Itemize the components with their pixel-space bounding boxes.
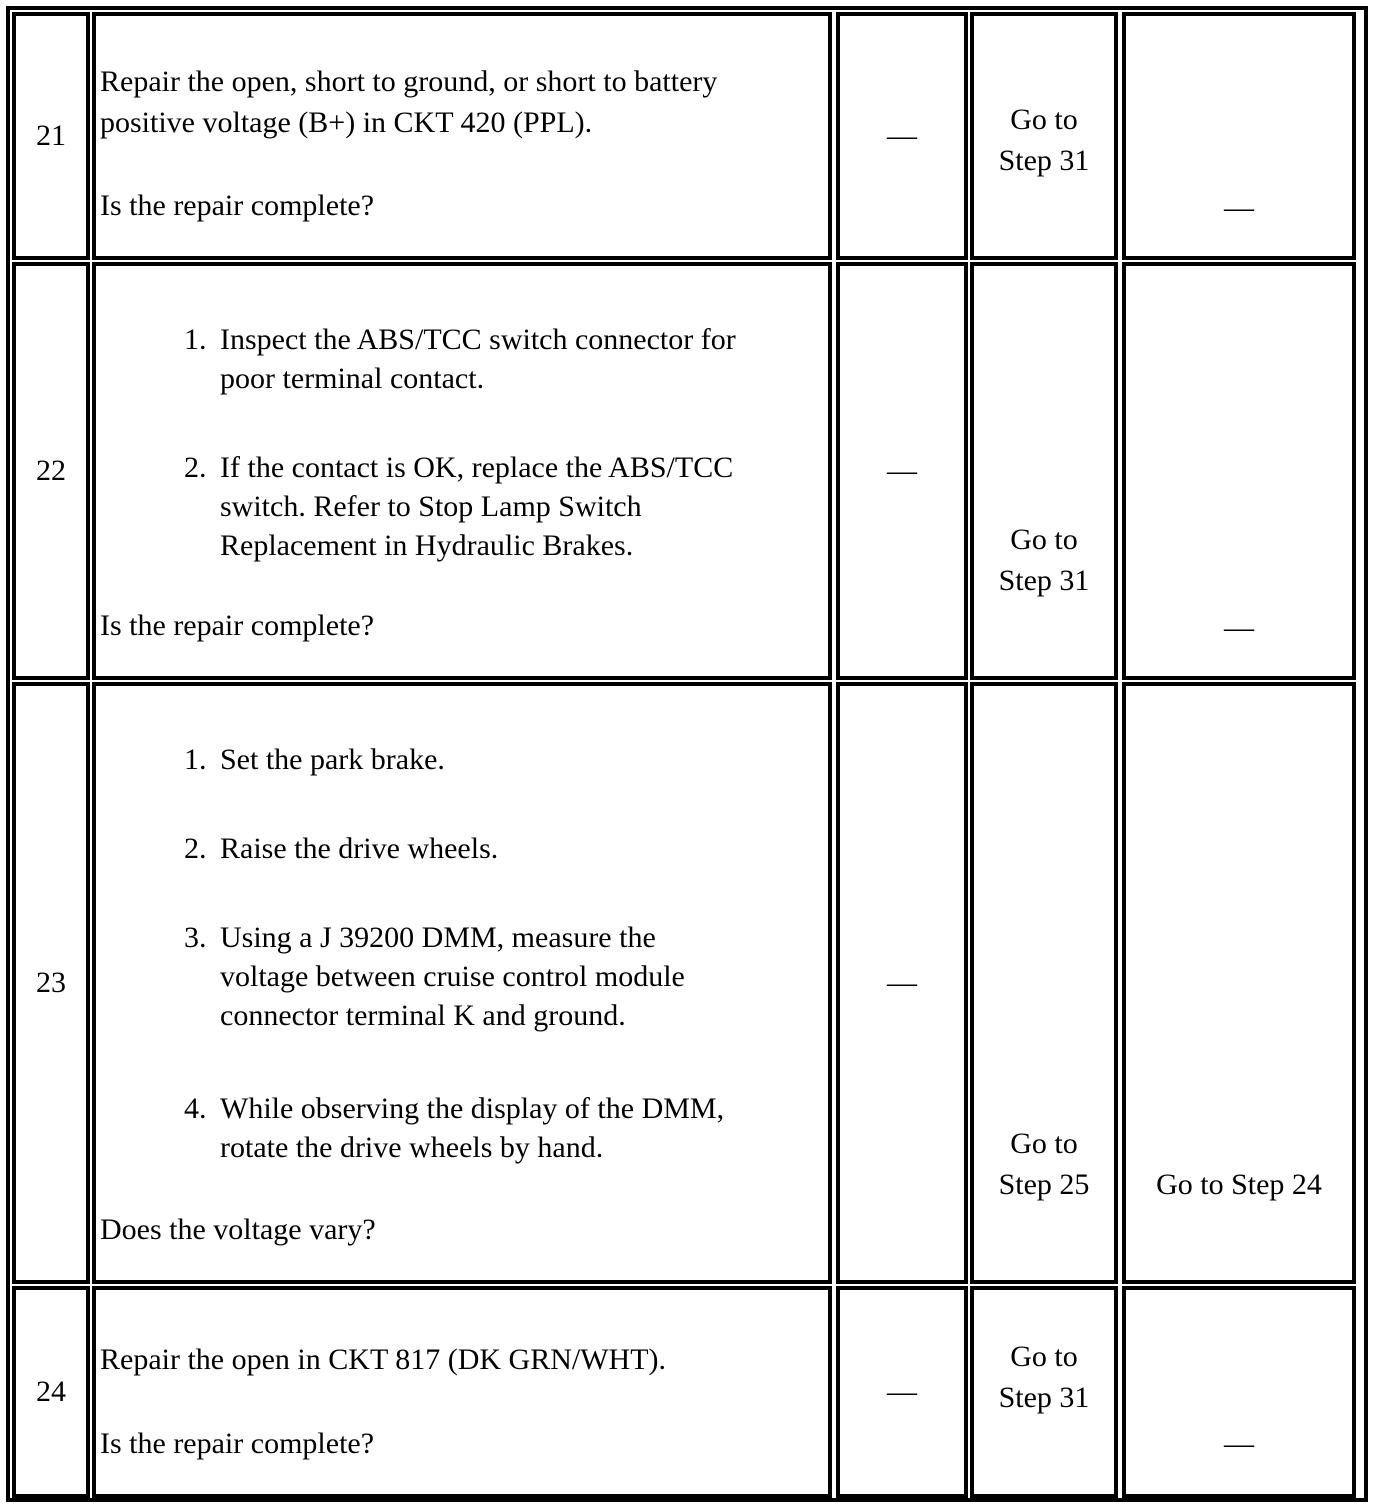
- list-text-line: Set the park brake.: [220, 743, 445, 776]
- list-text-line: rotate the drive wheels by hand.: [220, 1131, 604, 1164]
- list-text-line: Replacement in Hydraulic Brakes.: [220, 529, 634, 562]
- action-text-line: positive voltage (B+) in CKT 420 (PPL).: [100, 106, 593, 139]
- no-text: —: [1224, 611, 1254, 644]
- action-cell: [92, 682, 832, 1284]
- question-text: Is the repair complete?: [100, 1427, 375, 1460]
- no-cell: [1122, 262, 1356, 680]
- yes-cell: [970, 1286, 1118, 1498]
- question-text: Is the repair complete?: [100, 609, 375, 642]
- step-number: 22: [36, 454, 66, 487]
- yes-text-line: Go to: [1010, 1127, 1078, 1160]
- action-text-line: Repair the open in CKT 817 (DK GRN/WHT).: [100, 1343, 667, 1376]
- list-number: 1.: [184, 323, 207, 356]
- value-text: —: [887, 1375, 917, 1408]
- yes-cell: [970, 682, 1118, 1284]
- value-cell: [836, 682, 968, 1284]
- list-text-line: voltage between cruise control module: [220, 960, 685, 993]
- action-text-line: Repair the open, short to ground, or short to battery: [100, 65, 718, 98]
- action-cell: [92, 1286, 832, 1498]
- list-number: 2.: [184, 451, 207, 484]
- step-number: 23: [36, 966, 66, 999]
- yes-text-line: Go to: [1010, 523, 1078, 556]
- step-number-cell: [12, 12, 90, 260]
- no-text: Go to Step 24: [1156, 1168, 1322, 1201]
- value-text: —: [887, 966, 917, 999]
- list-text-line: connector terminal K and ground.: [220, 999, 626, 1032]
- yes-cell: [970, 262, 1118, 680]
- list-text-line: Using a J 39200 DMM, measure the: [220, 921, 656, 954]
- question-text: Does the voltage vary?: [100, 1213, 376, 1246]
- list-number: 3.: [184, 921, 207, 954]
- list-text-line: switch. Refer to Stop Lamp Switch: [220, 490, 642, 523]
- yes-text-line: Step 25: [998, 1168, 1090, 1201]
- yes-cell: [970, 12, 1118, 260]
- value-text: —: [887, 454, 917, 487]
- list-text-line: poor terminal contact.: [220, 362, 485, 395]
- step-number-cell: [12, 682, 90, 1284]
- yes-text-line: Step 31: [998, 564, 1090, 597]
- list-number: 2.: [184, 832, 207, 865]
- list-number: 4.: [184, 1092, 207, 1125]
- value-cell: [836, 12, 968, 260]
- action-cell: [92, 12, 832, 260]
- value-cell: [836, 1286, 968, 1498]
- action-cell: [92, 262, 832, 680]
- value-text: —: [887, 119, 917, 152]
- step-number-cell: [12, 1286, 90, 1498]
- step-number: 21: [36, 119, 66, 152]
- yes-text-line: Step 31: [998, 144, 1090, 177]
- no-cell: [1122, 682, 1356, 1284]
- value-cell: [836, 262, 968, 680]
- list-text-line: Raise the drive wheels.: [220, 832, 499, 865]
- step-number: 24: [36, 1375, 66, 1408]
- list-number: 1.: [184, 743, 207, 776]
- no-cell: [1122, 12, 1356, 260]
- list-text-line: Inspect the ABS/TCC switch connector for: [220, 323, 736, 356]
- no-text: —: [1224, 191, 1254, 224]
- no-text: —: [1224, 1427, 1254, 1460]
- yes-text-line: Go to: [1010, 103, 1078, 136]
- list-text-line: If the contact is OK, replace the ABS/TCC: [220, 451, 734, 484]
- question-text: Is the repair complete?: [100, 189, 375, 222]
- yes-text-line: Step 31: [998, 1381, 1090, 1414]
- step-number-cell: [12, 262, 90, 680]
- yes-text-line: Go to: [1010, 1340, 1078, 1373]
- no-cell: [1122, 1286, 1356, 1498]
- list-text-line: While observing the display of the DMM,: [220, 1092, 725, 1125]
